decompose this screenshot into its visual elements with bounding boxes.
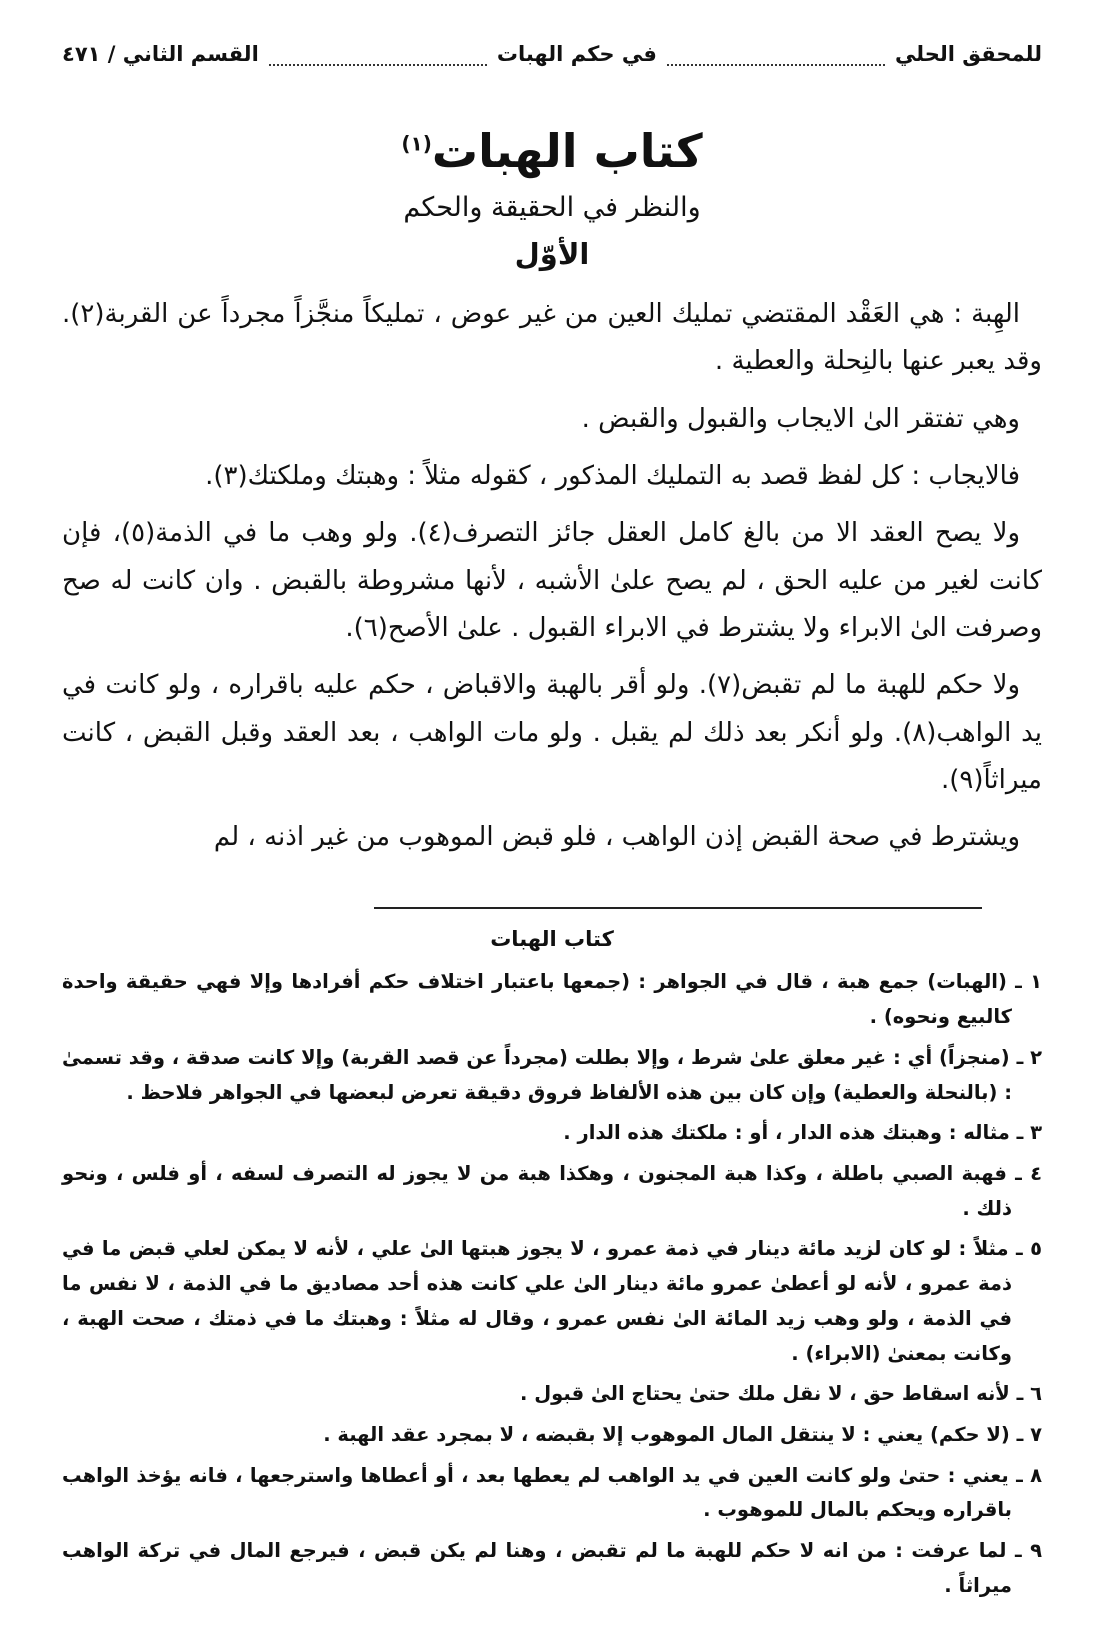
book-title — [62, 124, 1042, 178]
footnote — [62, 1418, 1042, 1453]
paragraph: الهِبة : هي العَقْد المقتضي تمليك العين من غير عوض ، تمليكاً منجَّزاً مجرداً عن القربة(٢). وقد يعبر عنها بالنِحلة والعطية . — [62, 299, 1042, 377]
footnote — [62, 1116, 1042, 1151]
footnote-text: لما عرفت : من انه لا حكم للهبة ما لم تقبض ، وهنا لم يكن قبض ، فيرجع المال في تركة الواهب ميراثاً . — [62, 1539, 1012, 1597]
footnote — [62, 1459, 1042, 1528]
header-page-info: القسم الثاني / ٤٧١ — [62, 42, 259, 67]
header-leader-right — [667, 42, 885, 66]
footnote-number: ٤ ـ — [1015, 1162, 1042, 1185]
footnote-number: ١ ـ — [1015, 970, 1042, 994]
footnote — [62, 1377, 1042, 1412]
footnote-text: (منجزاً) أي : غير معلق علىٰ شرط ، وإلا بطلت (مجرداً عن قصد القربة) وإلا كانت صدقة ، وقد تسمىٰ : (بالنحلة والعطية) وإن كان بين هذه الألفاظ فروق دقيقة تعرض لبعضها في الجواهر فلاحظ . — [62, 1045, 1012, 1104]
main-text — [62, 291, 1042, 861]
paragraph: وهي تفتقر الىٰ الايجاب والقبول والقبض . — [581, 403, 1020, 434]
footnote-number: ٦ ـ — [1016, 1382, 1042, 1406]
paragraph: ولا حكم للهبة ما لم تقبض(٧). ولو أقر بالهبة والاقباض ، حكم عليه باقراره ، ولو كانت في يد الواهب(٨). ولو أنكر بعد ذلك لم يقبل . ولو مات الواهب ، بعد العقد وقبل القبض ، كانت ميراثاً(٩). — [62, 670, 1042, 795]
footnote-number: ٢ ـ — [1016, 1045, 1042, 1069]
paragraph: ولا يصح العقد الا من بالغ كامل العقل جائز التصرف(٤). ولو وهب ما في الذمة(٥)، فإن كانت لغير من عليه الحق ، لم يصح علىٰ الأشبه ، لأنها مشروطة بالقبض . وان كانت له صح وصرفت الىٰ الابراء ولا يشترط في الابراء القبول . علىٰ الأصح(٦). — [62, 518, 1042, 643]
running-header — [62, 42, 1042, 66]
header-chapter-title: في حكم الهبات — [496, 42, 657, 67]
title-footnote-ref: (١) — [401, 131, 432, 156]
footnote-separator — [374, 907, 982, 909]
footnote-text: (الهبات) جمع هبة ، قال في الجواهر : (جمعها باعتبار اختلاف حكم أفرادها وإلا فهي حقيقة واحدة كالبيع ونحوه) . — [62, 970, 1012, 1029]
section-heading: الأوّل — [514, 237, 590, 272]
footnote-number: ٣ ـ — [1016, 1121, 1042, 1145]
footnote — [62, 965, 1042, 1034]
footnote — [62, 1232, 1042, 1371]
subtitle: والنظر في الحقيقة والحكم — [403, 192, 701, 224]
paragraph: ويشترط في صحة القبض إذن الواهب ، فلو قبض الموهوب من غير اذنه ، لم — [213, 822, 1020, 853]
footnote-text: مثاله : وهبتك هذه الدار ، أو : ملكتك هذه الدار . — [563, 1121, 1010, 1145]
footnotes-header: كتاب الهبات — [490, 927, 614, 952]
footnote-text: مثلاً : لو كان لزيد مائة دينار في ذمة عمرو ، لا يجوز هبتها الىٰ علي ، لأنه لا يمكن لعلي قبض ما في ذمة عمرو ، لأنه لو أعطىٰ عمرو مائة دينار الىٰ علي كانت هذه أحد مصاديق ما في الذمة ، لا نفس ما في الذمة ، ولو وهب زيد المائة الىٰ نفس عمرو ، وقال له مثلاً : وهبتك ما في ذمتك ، صحت الهبة ، وكانت بمعنىٰ (الابراء) . — [62, 1237, 1012, 1365]
header-author: للمحقق الحلي — [894, 42, 1042, 67]
footnote — [62, 1534, 1042, 1603]
footnote-text: يعني : حتىٰ ولو كانت العين في يد الواهب لم يعطها بعد ، أو أعطاها واسترجعها ، فانه يؤخذ الواهب باقراره ويحكم بالمال للموهوب . — [62, 1463, 1012, 1522]
footnote-text: (لا حكم) يعني : لا ينتقل المال الموهوب إلا بقبضه ، لا بمجرد عقد الهبة . — [323, 1422, 1010, 1446]
footnotes-section — [62, 927, 1042, 1603]
paragraph: فالايجاب : كل لفظ قصد به التمليك المذكور ، كقوله مثلاً : وهبتك وملكتك(٣). — [205, 460, 1020, 491]
book-title-text: كتاب الهبات — [431, 124, 703, 179]
footnote-text: فهبة الصبي باطلة ، وكذا هبة المجنون ، وهكذا هبة من لا يجوز له التصرف لسفه ، أو فلس ، ونحو ذلك . — [62, 1162, 1012, 1220]
footnote — [62, 1157, 1042, 1226]
footnote-text: لأنه اسقاط حق ، لا نقل ملك حتىٰ يحتاج الىٰ قبول . — [520, 1382, 1010, 1406]
header-leader-left — [269, 42, 487, 66]
footnote-number: ٨ ـ — [1016, 1463, 1042, 1487]
footnote-number: ٧ ـ — [1016, 1422, 1042, 1446]
footnote-number: ٩ ـ — [1014, 1539, 1042, 1563]
footnote-number: ٥ ـ — [1016, 1237, 1042, 1261]
footnote — [62, 1041, 1042, 1110]
